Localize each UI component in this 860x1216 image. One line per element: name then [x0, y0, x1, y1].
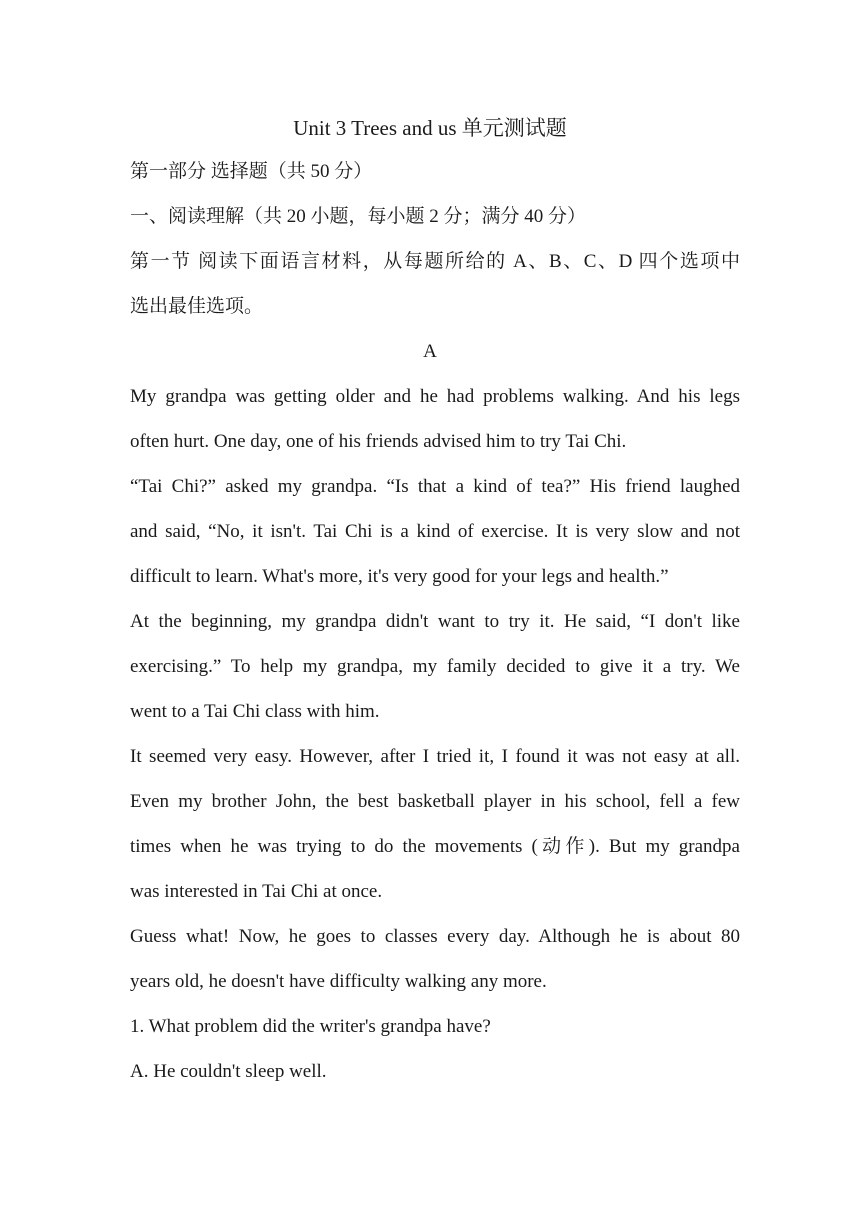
passage-line: and said, “No, it isn't. Tai Chi is a kind of exercise. It is very slow and not — [130, 521, 740, 542]
passage-line: often hurt. One day, one of his friends advised him to try Tai Chi. — [130, 431, 627, 452]
passage-line: It seemed very easy. However, after I tried it, I found it was not easy at all. — [130, 746, 740, 767]
instruction-line-1: 第一节 阅读下面语言材料，从每题所给的 A、B、C、D 四个选项中 — [130, 251, 740, 272]
passage-label: A — [423, 341, 437, 362]
instruction-line-2: 选出最佳选项。 — [130, 296, 264, 317]
passage-line: “Tai Chi?” asked my grandpa. “Is that a kind of tea?” His friend laughed — [130, 476, 740, 497]
question-1: 1. What problem did the writer's grandpa have? — [130, 1016, 491, 1037]
passage-line: Guess what! Now, he goes to classes every day. Although he is about 80 — [130, 926, 740, 947]
section1-heading: 一、阅读理解（共 20 小题，每小题 2 分；满分 40 分） — [130, 206, 587, 227]
document-title: Unit 3 Trees and us 单元测试题 — [293, 116, 567, 140]
passage-line: At the beginning, my grandpa didn't want to try it. He said, “I don't like — [130, 611, 740, 632]
passage-line: My grandpa was getting older and he had problems walking. And his legs — [130, 386, 740, 407]
passage-line: exercising.” To help my grandpa, my family decided to give it a try. We — [130, 656, 740, 677]
passage-line: went to a Tai Chi class with him. — [130, 701, 380, 722]
passage-line: times when he was trying to do the movements (动作). But my grandpa — [130, 836, 740, 857]
passage-line: Even my brother John, the best basketball player in his school, fell a few — [130, 791, 740, 812]
part1-heading: 第一部分 选择题（共 50 分） — [130, 161, 373, 182]
passage-line: was interested in Tai Chi at once. — [130, 881, 383, 902]
question-1-option-a: A. He couldn't sleep well. — [130, 1061, 327, 1082]
passage-line: difficult to learn. What's more, it's very good for your legs and health.” — [130, 566, 669, 587]
passage-line: years old, he doesn't have difficulty walking any more. — [130, 971, 547, 992]
